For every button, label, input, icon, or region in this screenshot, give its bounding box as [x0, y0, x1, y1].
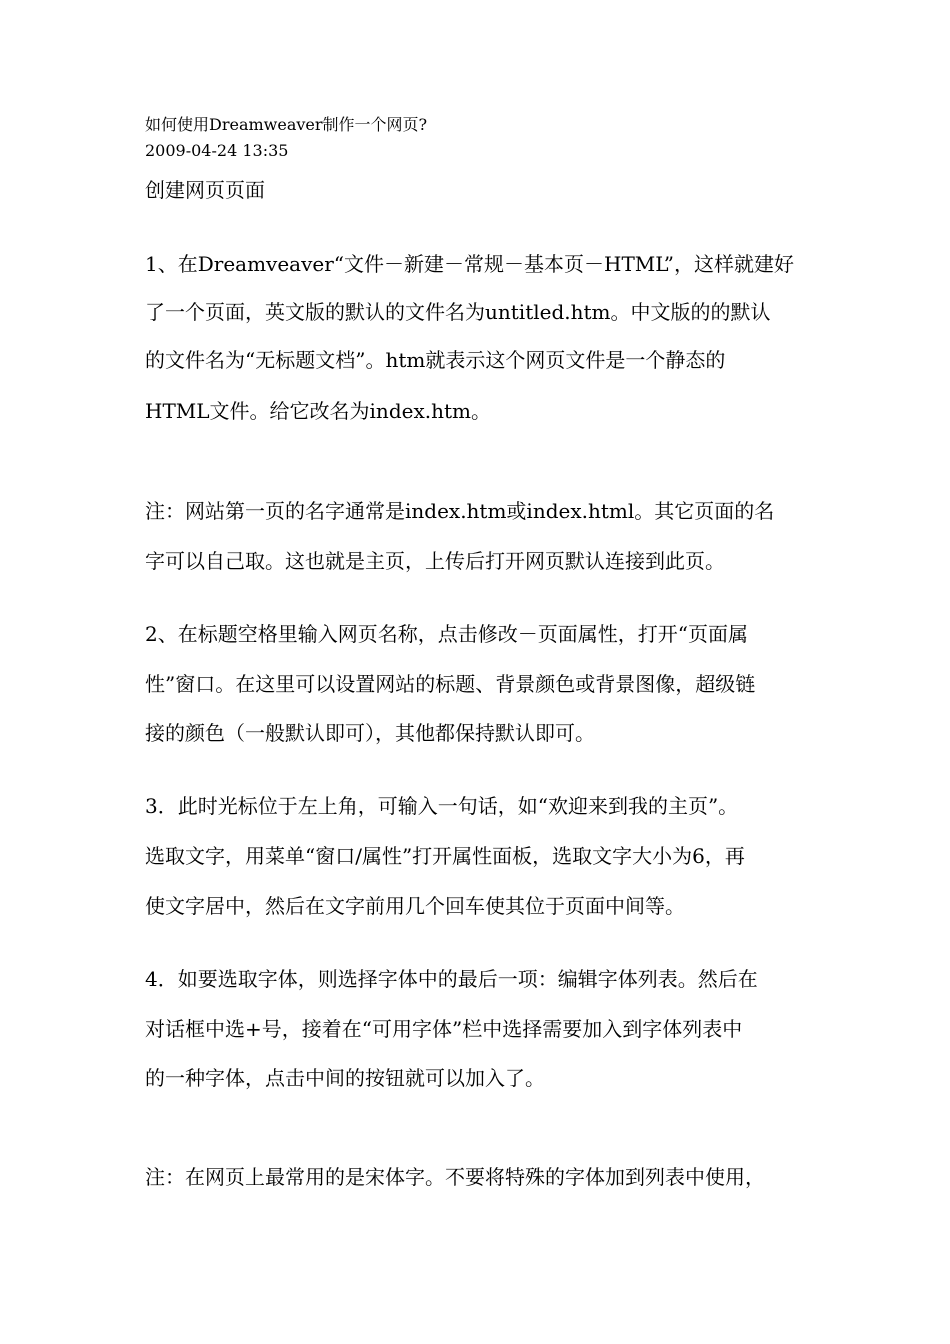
paragraph-line: 2、在标题空格里输入网页名称，点击修改－页面属性，打开“页面属 — [145, 622, 748, 646]
paragraph-line: 的一种字体，点击中间的按钮就可以加入了。 — [145, 1066, 545, 1090]
paragraph-line: 3．此时光标位于左上角，可输入一句话，如“欢迎来到我的主页”。 — [145, 794, 739, 818]
paragraph-line: 对话框中选+号，接着在“可用字体”栏中选择需要加入到字体列表中 — [145, 1017, 743, 1041]
section-heading: 创建网页页面 — [145, 178, 265, 202]
paragraph-line: 接的颜色（一般默认即可），其他都保持默认即可。 — [145, 721, 595, 745]
paragraph-line: 选取文字，用菜单“窗口/属性”打开属性面板，选取文字大小为6，再 — [145, 844, 745, 868]
paragraph-line: 注：网站第一页的名字通常是index.htm或index.html。其它页面的名 — [145, 499, 775, 523]
paragraph-line: 字可以自己取。这也就是主页，上传后打开网页默认连接到此页。 — [145, 549, 725, 573]
paragraph-line: 4．如要选取字体，则选择字体中的最后一项：编辑字体列表。然后在 — [145, 967, 758, 991]
paragraph-line: 注：在网页上最常用的是宋体字。不要将特殊的字体加到列表中使用， — [145, 1165, 765, 1189]
article-date: 2009-04-24 13:35 — [145, 141, 289, 160]
paragraph-line: 了一个页面，英文版的默认的文件名为untitled.htm。中文版的的默认 — [145, 300, 771, 324]
paragraph-line: 1、在Dreamveaver“文件－新建－常规－基本页－HTML”，这样就建好 — [145, 252, 794, 276]
paragraph-line: 性”窗口。在这里可以设置网站的标题、背景颜色或背景图像，超级链 — [145, 672, 756, 696]
paragraph-line: 的文件名为“无标题文档”。htm就表示这个网页文件是一个静态的 — [145, 348, 726, 372]
paragraph-line: 使文字居中，然后在文字前用几个回车使其位于页面中间等。 — [145, 894, 685, 918]
paragraph-line: HTML文件。给它改名为index.htm。 — [145, 399, 491, 423]
article-title: 如何使用Dreamweaver制作一个网页? — [145, 115, 428, 134]
